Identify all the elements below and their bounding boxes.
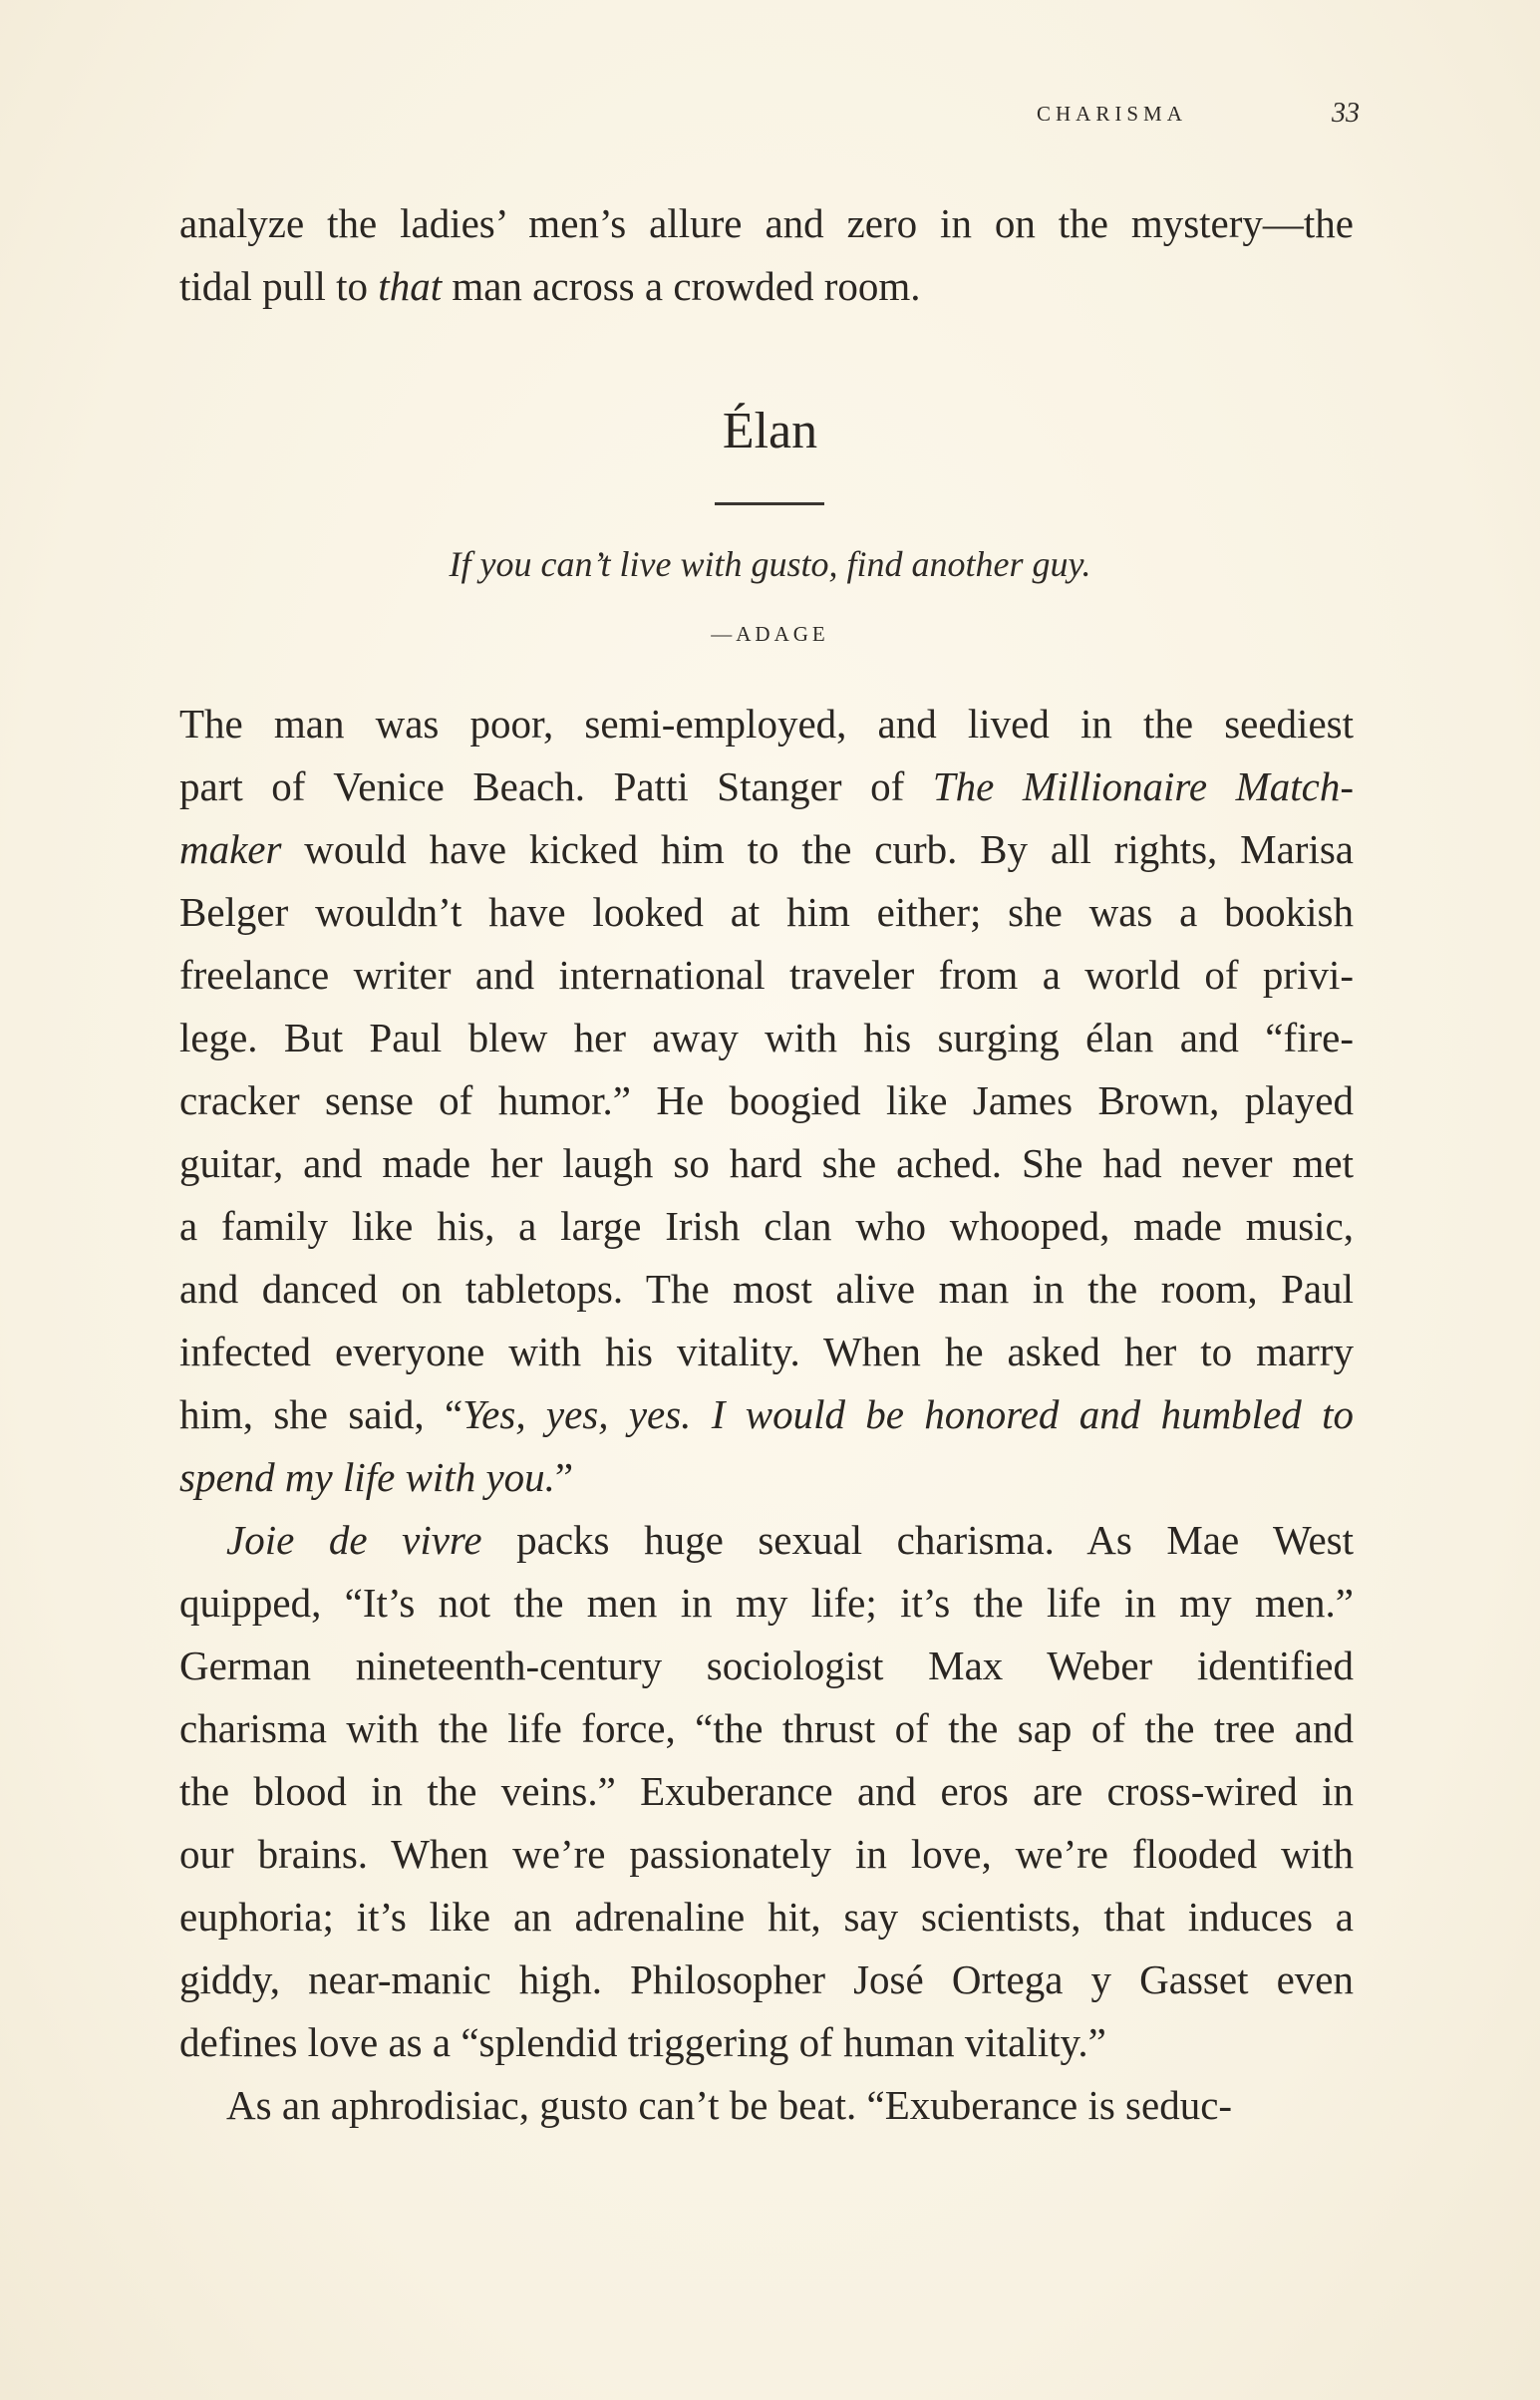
body-text [179, 693, 1354, 2137]
text-line [179, 2011, 1354, 2074]
text-run: German nineteenth-century sociologist Max Weber identified [179, 1643, 1354, 1688]
text-line [179, 1132, 1354, 1195]
text-line [179, 1446, 1354, 1509]
text-run: euphoria; it’s like an adrenaline hit, say scientists, that induces a [179, 1894, 1354, 1940]
text-run: packs huge sexual charisma. As Mae West [481, 1517, 1354, 1563]
text-line [179, 1635, 1354, 1697]
text-run: part of Venice Beach. Patti Stanger of [179, 763, 933, 809]
text-line [179, 1195, 1354, 1258]
text-run: giddy, near-manic high. Philosopher José Ortega y Gasset even [179, 1956, 1354, 2002]
epigraph-attribution: —ADAGE [711, 622, 829, 646]
text-run: quipped, “It’s not the men in my life; it’s the life in my men.” [179, 1580, 1354, 1626]
italic-run: that [378, 263, 443, 309]
text-line [179, 1697, 1354, 1760]
text-line [179, 1886, 1354, 1949]
italic-run: Yes, yes, yes. I would be honored and humbled to [462, 1391, 1354, 1437]
text-run: guitar, and made her laugh so hard she ached. She had never met [179, 1140, 1354, 1186]
text-run: defines love as a “splendid triggering of human vitality.” [179, 2019, 1106, 2065]
text-line [179, 1572, 1354, 1635]
text-run: The man was poor, semi-employed, and lived in the seediest [179, 701, 1354, 747]
text-run: lege. But Paul blew her away with his surging élan and “fire- [179, 1015, 1354, 1060]
text-line [179, 1823, 1354, 1886]
paragraph [179, 693, 1354, 1509]
text-run: charisma with the life force, “the thrust of the sap of the tree and [179, 1705, 1354, 1751]
paragraph [179, 2074, 1354, 2137]
section-title: Élan [722, 403, 818, 459]
text-run: him, she said, “ [179, 1391, 463, 1437]
text-line [179, 818, 1354, 881]
running-head-title: CHARISMA [1037, 102, 1187, 126]
text-run: our brains. When we’re passionately in love, we’re flooded with [179, 1831, 1354, 1877]
text-line [179, 1321, 1354, 1383]
text-run: freelance writer and international traveler from a world of privi- [179, 952, 1354, 998]
text-line [179, 1949, 1354, 2011]
italic-run: maker [179, 826, 282, 872]
text-run: cracker sense of humor.” He boogied like James Brown, played [179, 1077, 1354, 1123]
italic-run: spend my life with you. [179, 1454, 555, 1500]
text-line [179, 255, 1354, 318]
text-line [179, 1509, 1354, 1572]
text-line [179, 1258, 1354, 1321]
text-run: a family like his, a large Irish clan who whooped, made music, [179, 1203, 1354, 1249]
text-line [179, 693, 1354, 755]
text-run: ” [554, 1454, 574, 1500]
text-line [179, 881, 1354, 944]
paragraph [179, 1509, 1354, 2074]
running-head [1037, 98, 1376, 134]
text-run: and danced on tabletops. The most alive man in the room, Paul [179, 1266, 1354, 1312]
title-rule [715, 502, 824, 505]
text-line [179, 1007, 1354, 1069]
text-line [179, 1383, 1354, 1446]
text-run: As an aphrodisiac, gusto can’t be beat. “Exuberance is seduc- [226, 2082, 1233, 2128]
epigraph: If you can’t live with gusto, find another guy. [449, 544, 1091, 584]
text-line [179, 944, 1354, 1007]
text-run: would have kicked him to the curb. By all rights, Marisa [281, 826, 1354, 872]
text-run: tidal pull to [179, 263, 379, 309]
opening-paragraph [179, 192, 1354, 318]
page-number: 33 [1332, 98, 1360, 129]
text-line [179, 2074, 1354, 2137]
text-run: analyze the ladies’ men’s allure and zero in on the mystery—the [179, 200, 1354, 246]
italic-run: The Millionaire Match- [932, 763, 1355, 809]
text-run: man across a crowded room. [442, 263, 921, 309]
text-run: infected everyone with his vitality. When he asked her to marry [179, 1329, 1354, 1374]
text-run: Belger wouldn’t have looked at him either; she was a bookish [179, 889, 1354, 935]
text-run: the blood in the veins.” Exuberance and eros are cross-wired in [179, 1768, 1354, 1814]
text-line [179, 192, 1354, 255]
italic-run: Joie de vivre [226, 1517, 482, 1563]
text-line [179, 755, 1354, 818]
text-line [179, 1760, 1354, 1823]
text-line [179, 1069, 1354, 1132]
